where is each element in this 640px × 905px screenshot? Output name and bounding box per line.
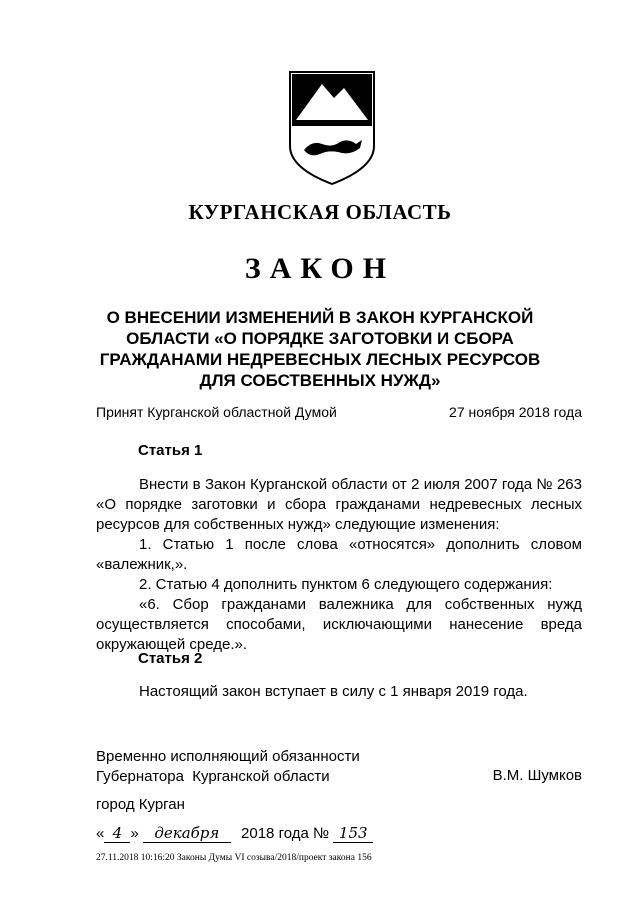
article-2-heading: Статья 2 bbox=[138, 650, 203, 667]
handwritten-month: декабря bbox=[143, 824, 231, 843]
accepted-by: Принят Курганской областной Думой bbox=[96, 404, 337, 420]
signature-title-line-1: Временно исполняющий обязанности bbox=[96, 748, 360, 765]
handwritten-day: 4 bbox=[104, 824, 130, 843]
footer-meta: 27.11.2018 10:16:20 Законы Думы VI созыва/2018/проект закона 156 bbox=[96, 853, 372, 863]
signer-name: В.М. Шумков bbox=[492, 767, 582, 784]
article-1-item-2: 2. Статью 4 дополнить пунктом 6 следующего содержания: bbox=[139, 576, 553, 593]
enactment-line bbox=[96, 824, 373, 843]
year-label: 2018 года № bbox=[241, 825, 330, 842]
region-name: КУРГАНСКАЯ ОБЛАСТЬ bbox=[188, 200, 452, 224]
handwritten-number: 153 bbox=[333, 824, 373, 843]
law-title-line: О ВНЕСЕНИИ ИЗМЕНЕНИЙ В ЗАКОН КУРГАНСКОЙ bbox=[106, 308, 534, 327]
signature-title-line-2: Губернатора Курганской области bbox=[96, 768, 330, 785]
article-1-item-2-text: «6. Сбор гражданами валежника для собственных нужд осуществляется способами, исключающими нанесение вреда окружающей среде.». bbox=[96, 596, 582, 653]
law-title bbox=[60, 307, 580, 391]
law-title-line: ГРАЖДАНАМИ НЕДРЕВЕСНЫХ ЛЕСНЫХ РЕСУРСОВ bbox=[99, 350, 541, 369]
accepted-date: 27 ноября 2018 года bbox=[449, 404, 582, 420]
signature-title bbox=[96, 747, 360, 787]
quote-close: » bbox=[130, 825, 139, 842]
city: город Курган bbox=[96, 796, 185, 813]
article-1-intro: Внести в Закон Курганской области от 2 июля 2007 года № 263 «О порядке заготовки и сбора гражданами недревесных лесных ресурсов для собственных нужд» следующие изменения: bbox=[96, 476, 582, 533]
article-1-item-1: 1. Статью 1 после слова «относятся» дополнить словом «валежник,». bbox=[96, 536, 582, 573]
article-1-heading: Статья 1 bbox=[138, 442, 203, 459]
law-title-line: ДЛЯ СОБСТВЕННЫХ НУЖД» bbox=[199, 371, 441, 390]
law-title-line: ОБЛАСТИ «О ПОРЯДКЕ ЗАГОТОВКИ И СБОРА bbox=[126, 329, 514, 348]
quote-open: « bbox=[96, 825, 105, 842]
coat-of-arms-emblem bbox=[282, 68, 382, 188]
article-2-text: Настоящий закон вступает в силу с 1 января 2019 года. bbox=[139, 683, 528, 700]
article-1-body bbox=[96, 475, 582, 655]
document-type: ЗАКОН bbox=[244, 252, 396, 285]
